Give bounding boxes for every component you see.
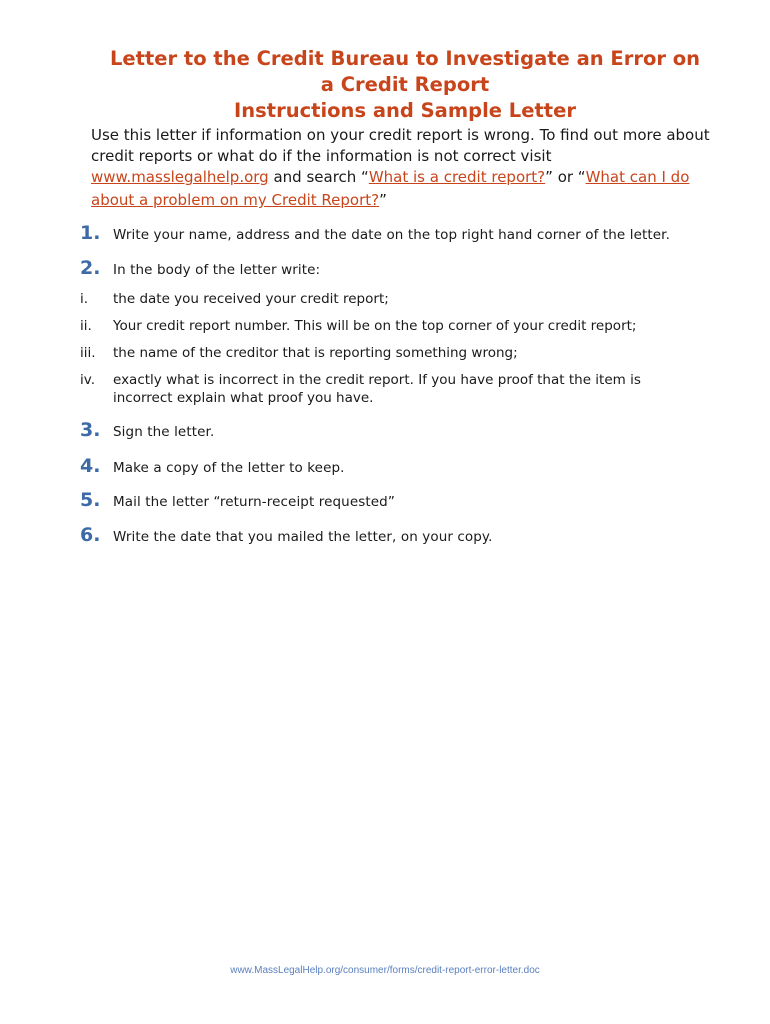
- step-number: 5.: [80, 489, 101, 511]
- what-can-i-do-link[interactable]: What can I do: [585, 168, 690, 186]
- substep-iii: [80, 344, 673, 362]
- step-number: 1.: [80, 222, 101, 244]
- substep-number: iv.: [80, 372, 95, 388]
- step-text: Write the date that you mailed the letter, on your copy.: [113, 529, 493, 545]
- step-2: [80, 257, 320, 279]
- substep-i: [80, 290, 673, 308]
- intro-text-1: Use this letter if information on your credit report is wrong. To find out more about credit reports or what do if the information is not correct visit: [91, 126, 710, 165]
- step-number: 3.: [80, 419, 101, 441]
- substep-number: iii.: [80, 345, 96, 361]
- masslegalhelp-link[interactable]: www.masslegalhelp.org: [91, 168, 269, 186]
- title-line-3: Instructions and Sample Letter: [234, 99, 576, 122]
- step-number: 6.: [80, 524, 101, 546]
- intro-text-4: ”: [379, 191, 387, 209]
- step-1: [80, 222, 670, 244]
- substep-text: Your credit report number. This will be on the top corner of your credit report;: [113, 318, 637, 334]
- step-text: In the body of the letter write:: [113, 262, 321, 278]
- step-5: [80, 489, 395, 511]
- substep-number: i.: [80, 291, 89, 307]
- step-text: Mail the letter “return-receipt requested”: [113, 494, 395, 510]
- step-text: Make a copy of the letter to keep.: [113, 460, 345, 476]
- substep-text: the date you received your credit report;: [113, 291, 389, 307]
- intro-text-3: ” or “: [545, 168, 586, 186]
- what-is-credit-report-link[interactable]: What is a credit report?: [368, 168, 546, 186]
- substep-text: exactly what is incorrect in the credit report. If you have proof that the item is incorrect explain what proof you have.: [113, 372, 641, 406]
- intro-paragraph: [91, 125, 731, 211]
- step-text: Write your name, address and the date on the top right hand corner of the letter.: [113, 227, 670, 243]
- step-number: 2.: [80, 257, 101, 279]
- title-line-1: Letter to the Credit Bureau to Investigate an Error on: [109, 47, 701, 70]
- step-6: [80, 524, 493, 546]
- substep-number: ii.: [80, 318, 92, 334]
- step-3: [80, 419, 214, 441]
- step-number: 4.: [80, 455, 101, 477]
- step-text: Sign the letter.: [113, 424, 215, 440]
- substep-text: the name of the creditor that is reporting something wrong;: [113, 345, 518, 361]
- page-title: [60, 46, 750, 124]
- step-4: [80, 455, 345, 477]
- substep-ii: [80, 317, 673, 335]
- intro-text-2: and search “: [268, 168, 369, 186]
- problem-credit-report-link[interactable]: about a problem on my Credit Report?: [91, 191, 380, 209]
- substep-iv: [80, 371, 673, 407]
- footer-url: www.MassLegalHelp.org/consumer/forms/credit-report-error-letter.doc: [230, 965, 540, 976]
- title-line-2: a Credit Report: [320, 73, 490, 96]
